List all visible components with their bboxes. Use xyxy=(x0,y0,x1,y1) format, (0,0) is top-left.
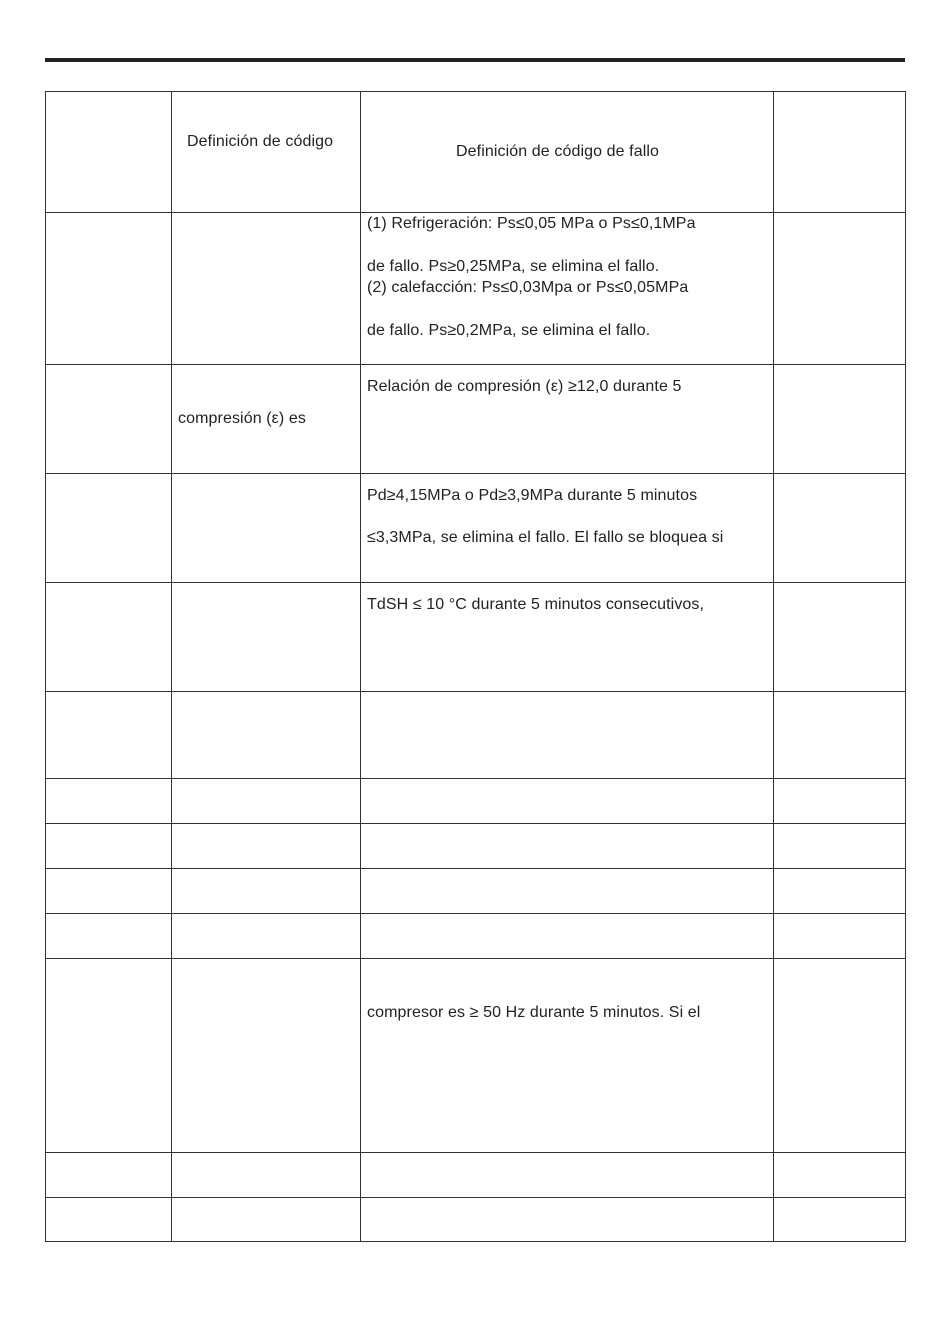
row-divider xyxy=(46,868,905,869)
cell-text: compresor es ≥ 50 Hz durante 5 minutos. Si el xyxy=(367,1004,701,1021)
top-rule xyxy=(45,58,905,62)
cell-text: (2) calefacción: Ps≤0,03Mpa or Ps≤0,05MPa xyxy=(367,279,689,296)
row-divider xyxy=(46,913,905,914)
row-divider xyxy=(46,1152,905,1153)
cell-text: Pd≥4,15MPa o Pd≥3,9MPa durante 5 minutos xyxy=(367,487,698,504)
header-code-definition: Definición de código xyxy=(187,133,334,150)
row-divider xyxy=(46,582,905,583)
cell-text: (1) Refrigeración: Ps≤0,05 MPa o Ps≤0,1MPa xyxy=(367,215,696,232)
fault-code-table xyxy=(45,91,906,1242)
row-divider xyxy=(46,691,905,692)
cell-text: compresión (ε) es xyxy=(178,410,306,427)
row-divider xyxy=(46,473,905,474)
cell-text: TdSH ≤ 10 °C durante 5 minutos consecutivos, xyxy=(367,596,705,613)
cell-text: Relación de compresión (ε) ≥12,0 durante 5 xyxy=(367,378,682,395)
column-divider xyxy=(773,92,774,1241)
row-divider xyxy=(46,212,905,213)
column-divider xyxy=(360,92,361,1241)
cell-text: ≤3,3MPa, se elimina el fallo. El fallo se bloquea si xyxy=(367,529,724,546)
cell-text: de fallo. Ps≥0,2MPa, se elimina el fallo. xyxy=(367,322,651,339)
cell-text: de fallo. Ps≥0,25MPa, se elimina el fallo. xyxy=(367,258,660,275)
row-divider xyxy=(46,823,905,824)
header-fault-code-definition: Definición de código de fallo xyxy=(456,143,660,160)
row-divider xyxy=(46,364,905,365)
row-divider xyxy=(46,958,905,959)
row-divider xyxy=(46,778,905,779)
row-divider xyxy=(46,1197,905,1198)
column-divider xyxy=(171,92,172,1241)
